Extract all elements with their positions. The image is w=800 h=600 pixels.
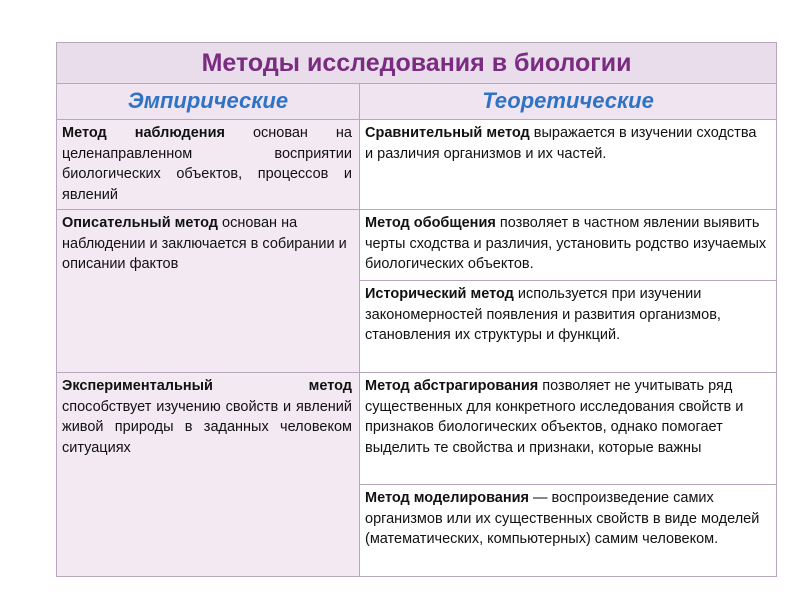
- term-modeling: Метод моделирования: [365, 490, 529, 506]
- text-generalization: позволяет в частном явлении выявить черты сходства и различия, установить родство изучаемых биологических объектов.: [365, 215, 767, 272]
- term-descriptive: Описательный метод: [62, 215, 219, 231]
- header-empirical: Эмпирические: [57, 84, 360, 120]
- cell-historical: [360, 281, 777, 373]
- text-experimental: способствует изучению свойств и явлений живой природы в заданных человеком ситуациях: [62, 398, 352, 456]
- cell-modeling: [360, 485, 777, 577]
- cell-descriptive: [57, 210, 360, 373]
- methods-table: [56, 42, 777, 577]
- term-observation: Метод наблюдения: [62, 125, 225, 141]
- term-historical: Исторический метод: [365, 286, 514, 302]
- header-theoretical: Теоретические: [360, 84, 777, 120]
- cell-abstraction: [360, 373, 777, 485]
- cell-experimental: [57, 373, 360, 577]
- term-experimental: Экспериментальный метод: [62, 378, 352, 394]
- term-abstraction: Метод абстрагирования: [365, 378, 539, 394]
- cell-observation: [57, 120, 360, 210]
- text-descriptive: основан на наблюдении и заключается в собирании и описании фактов: [62, 215, 347, 272]
- text-historical: используется при изучении закономерностей появления и развития организмов, становления их структуры и функций.: [365, 286, 721, 343]
- text-observation: основан на целенаправленном восприятии биологических объектов, процессов и явлений: [62, 125, 352, 203]
- cell-generalization: [360, 210, 777, 281]
- text-abstraction: позволяет не учитывать ряд существенных для конкретного исследования свойств и признаков биологических объектов, однако помогает выделить те свойства и признаки, которые важны: [365, 378, 744, 456]
- term-comparative: Сравнительный метод: [365, 125, 530, 141]
- cell-comparative: [360, 120, 777, 210]
- text-comparative: выражается в изучении сходства и различия организмов и их частей.: [365, 125, 757, 162]
- table-title: Методы исследования в биологии: [57, 43, 777, 84]
- term-generalization: Метод обобщения: [365, 215, 496, 231]
- text-modeling: — воспроизведение самих организмов или их существенных свойств в виде моделей (математических, компьютерных) самим человеком.: [365, 490, 760, 547]
